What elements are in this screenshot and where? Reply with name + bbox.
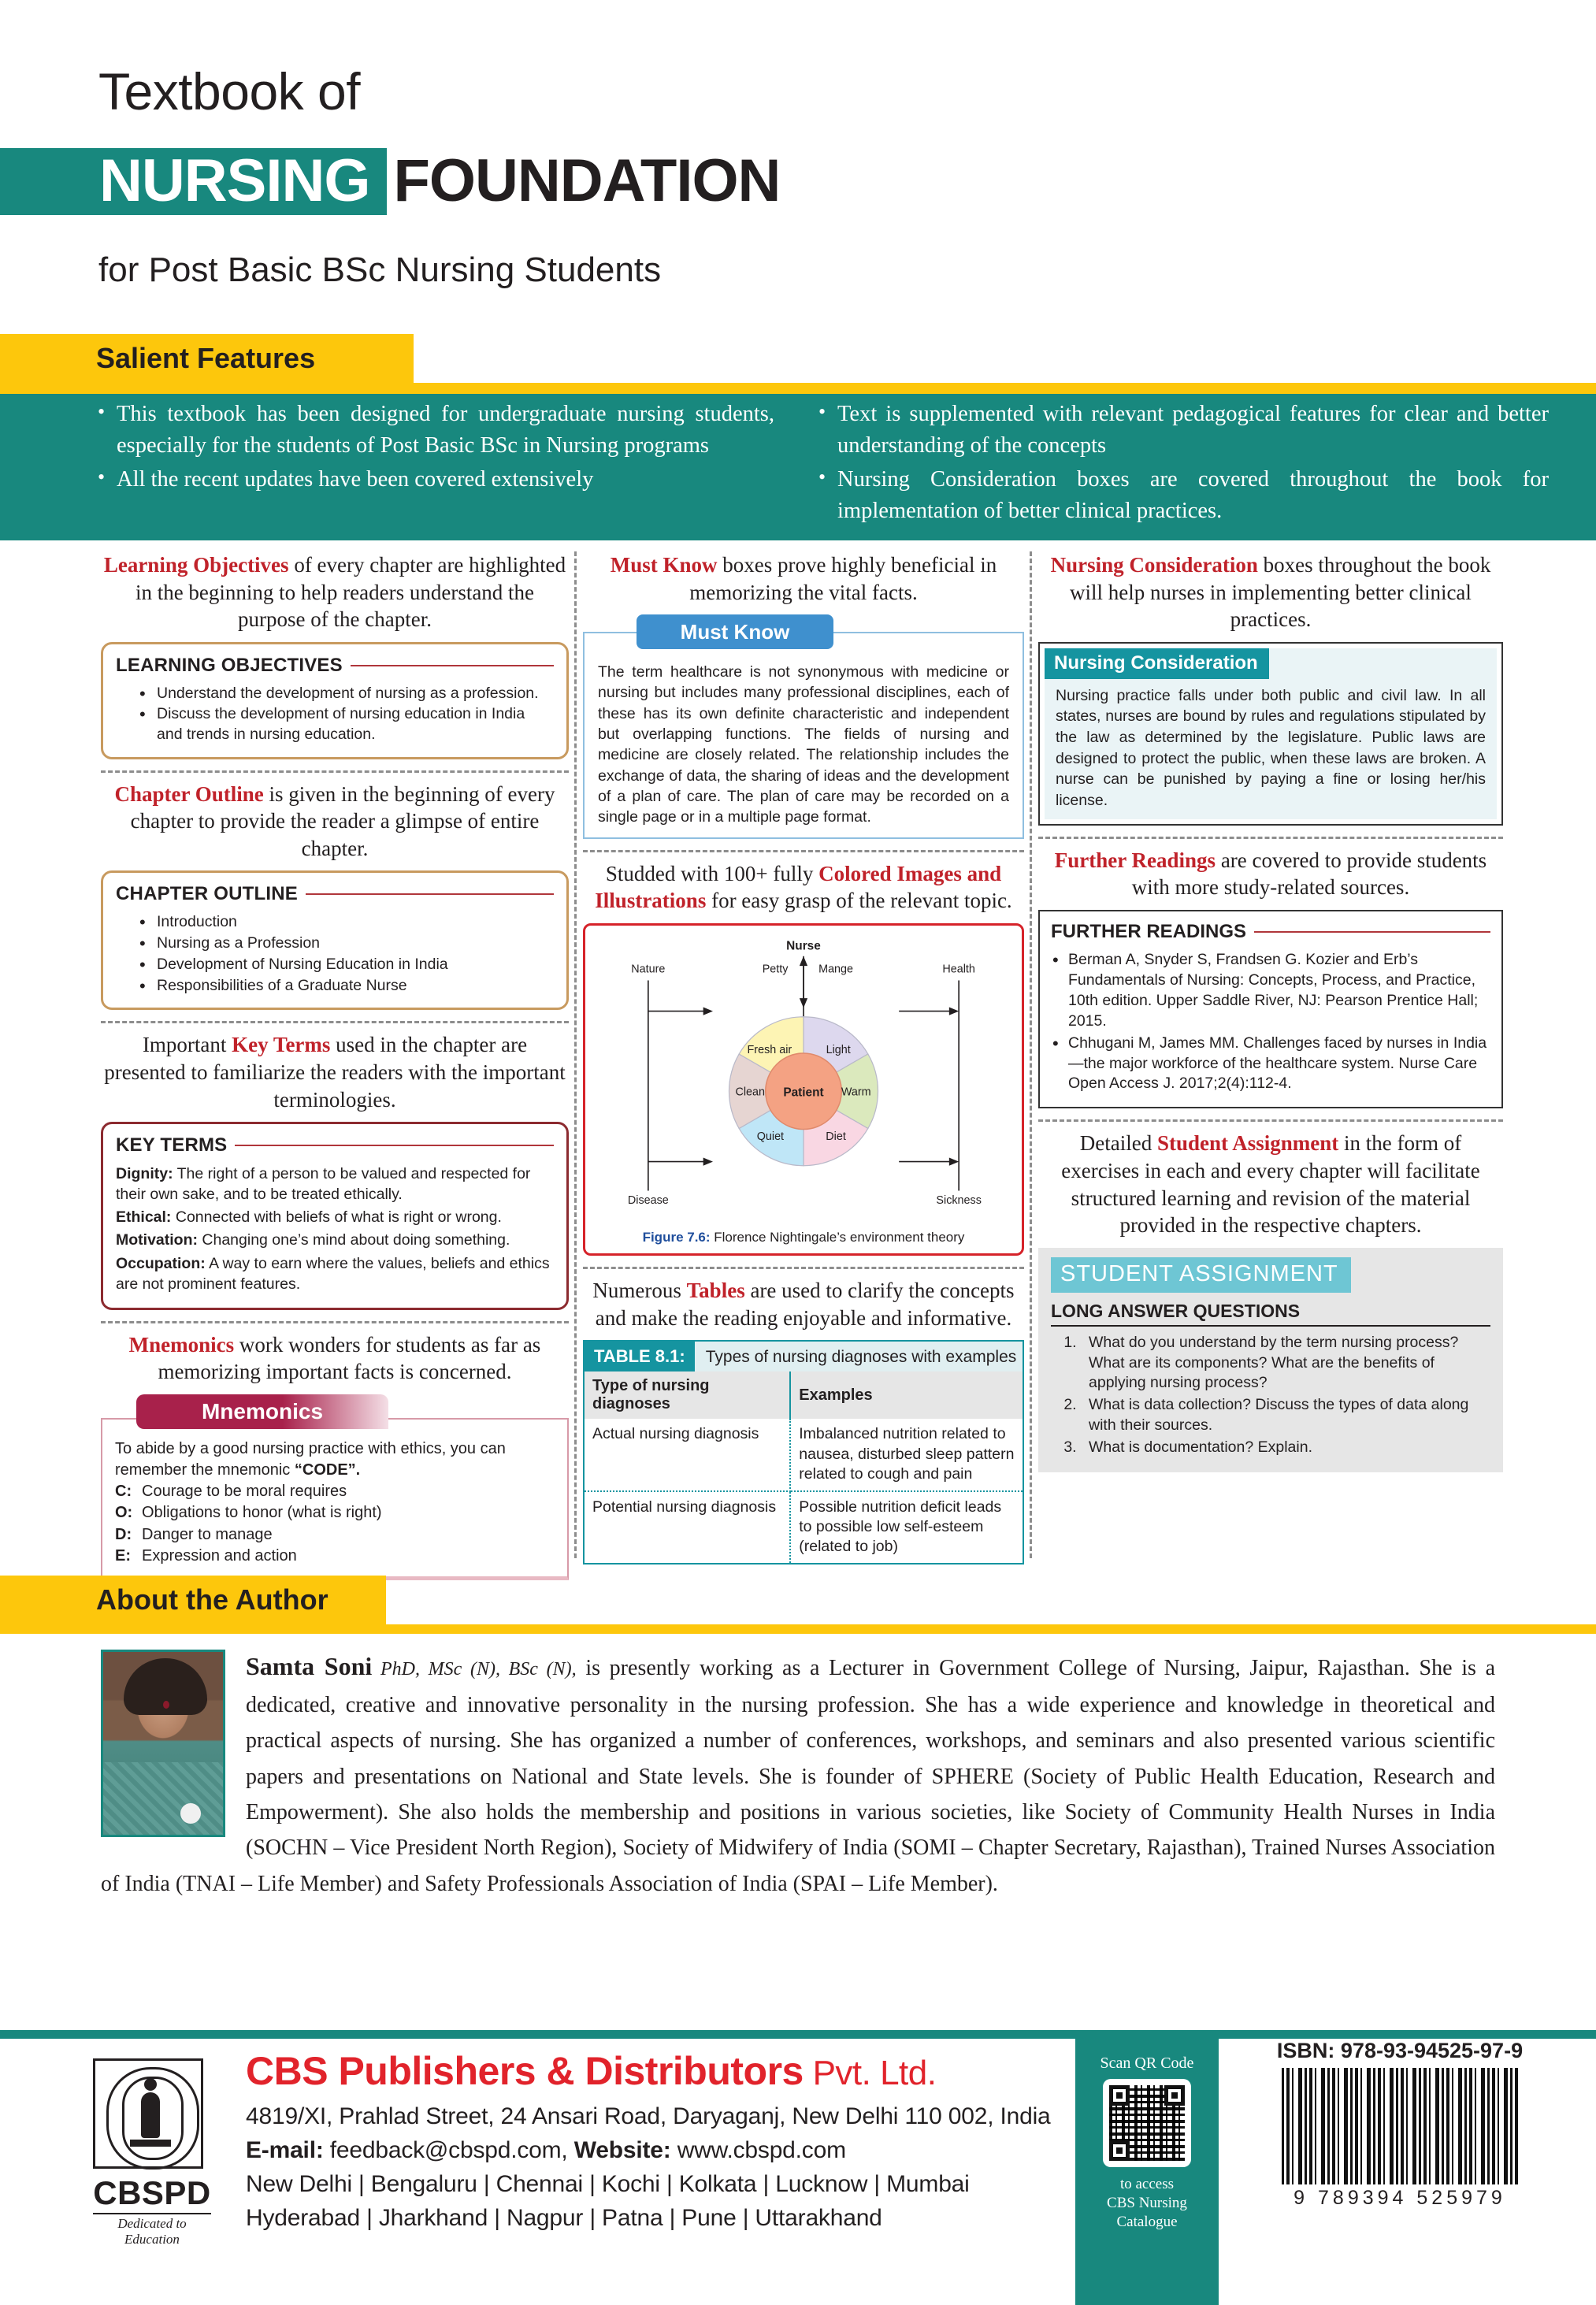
title-rule <box>351 665 554 666</box>
box-title-text: LEARNING OBJECTIVES <box>116 654 343 676</box>
table-cell: Possible nutrition deficit leads to possible low self-esteem (related to job) <box>799 1498 1002 1556</box>
logo-figure-icon <box>141 2092 160 2138</box>
author-bio <box>101 1646 1495 1902</box>
features-grid <box>0 551 1596 1566</box>
figure-number: Figure 7.6: <box>642 1230 711 1245</box>
diagram-label-patient: Patient <box>783 1086 824 1100</box>
feature-divider <box>101 770 569 773</box>
lead-pre: Important <box>142 1033 232 1057</box>
table-cell: Imbalanced nutrition related to nausea, disturbed sleep pattern related to cough and pain <box>790 1419 1023 1490</box>
key-terms-box-title <box>116 1134 554 1156</box>
features-column-1 <box>101 551 569 1580</box>
mnemonic-key: D: <box>115 1525 132 1543</box>
lead-pre: Numerous <box>592 1279 687 1303</box>
isbn-text: ISBN: 978-93-94525-97-9 <box>1276 2039 1524 2062</box>
mnemonics-intro <box>115 1438 555 1481</box>
lead-highlight: Must Know <box>610 553 718 577</box>
key-term-name: Motivation: <box>116 1231 198 1249</box>
lead-rest: are used to clarify the concepts and make the reading enjoyable and informative. <box>595 1279 1015 1330</box>
email-label: E-mail: <box>246 2137 324 2163</box>
mnemonic-item <box>115 1502 555 1524</box>
website-label: Website: <box>573 2137 671 2163</box>
table-cell: Actual nursing diagnosis <box>584 1419 790 1490</box>
mnemonics-lead <box>101 1331 569 1386</box>
barcode-icon <box>1282 2068 1518 2184</box>
list-item: 2. What is data collection? Discuss the types of data along with their sources. <box>1081 1395 1490 1436</box>
title-rest-word: FOUNDATION <box>393 147 781 214</box>
lead-highlight: Chapter Outline <box>114 781 264 806</box>
qr-finder-bottom-left <box>1109 2140 1130 2161</box>
lead-highlight: Mnemonics <box>128 1332 235 1357</box>
diagram-label-sickness: Sickness <box>936 1193 982 1207</box>
isbn-panel <box>1270 2039 1530 2210</box>
salient-features-heading: Salient Features <box>0 334 414 383</box>
key-term-definition: A way to earn where the values, beliefs and ethics are not prominent features. <box>116 1254 550 1293</box>
footer-spine-block <box>1075 2245 1219 2305</box>
barcode-digits: 9 789394 525979 <box>1294 2187 1506 2209</box>
email-value[interactable]: feedback@cbspd.com, <box>323 2137 574 2163</box>
table-title-row <box>584 1341 1023 1371</box>
list-item: • Understand the development of nursing as a profession. <box>138 684 554 704</box>
column-header: Type of nursing diagnoses <box>584 1371 790 1419</box>
list-item: • This textbook has been designed for undergraduate nursing students, especially for the students of Post Basic BSc in Nursing programs <box>93 399 774 462</box>
student-assignment-box <box>1038 1248 1503 1473</box>
author-photo <box>101 1650 225 1837</box>
nursing-consideration-lead <box>1038 551 1503 633</box>
table-row <box>584 1491 1023 1564</box>
must-know-box-body: The term healthcare is not synonymous with medicine or nursing but includes many professional disciplines, each of these has its own definite characteristic and independent but overlapping functions. The fields of nursing and medicine are closely related. The relationship includes the exchange of data, the sharing of ideas and the development of a plan of care. The plan of care may be recorded on a single page or in a multiple page format. <box>583 632 1024 839</box>
lead-highlight: Student Assignment <box>1156 1131 1339 1156</box>
figure-caption-text: Florence Nightingale’s environment theory <box>710 1230 965 1245</box>
lead-rest: in the form of exercises in each and every chapter will facilitate structured learning and revision of the material provided in the respective chapters. <box>1061 1131 1480 1238</box>
tables-lead <box>583 1277 1024 1331</box>
title-line-1: Textbook of <box>98 62 361 121</box>
about-author-heading: About the Author <box>0 1576 386 1624</box>
photo-bindi <box>163 1701 169 1709</box>
chapter-outline-box <box>101 870 569 1010</box>
student-assignment-lead <box>1038 1130 1503 1238</box>
feature-divider <box>101 1021 569 1023</box>
photo-sari <box>103 1762 223 1835</box>
title-block <box>0 0 1596 347</box>
lead-rest: boxes throughout the book will help nurses in implementing better clinical practices. <box>1070 553 1491 632</box>
logo-name: CBSPD <box>93 2174 211 2211</box>
author-name: Samta Soni <box>246 1652 373 1680</box>
list-item: 3. What is documentation? Explain. <box>1081 1438 1490 1458</box>
diagram-label-clean: Clean <box>735 1086 765 1099</box>
publisher-name-bold: CBS Publishers & Distributors <box>246 2049 804 2093</box>
publisher-logo <box>93 2058 211 2247</box>
key-term-entry <box>116 1230 554 1250</box>
mnemonics-intro-pre: To abide by a good nursing practice with ethics, you can remember the mnemonic <box>115 1439 506 1479</box>
mnemonic-key: C: <box>115 1483 132 1501</box>
diagram-label-quiet: Quiet <box>756 1130 785 1143</box>
key-term-name: Occupation: <box>116 1254 206 1272</box>
qr-subcaption-line-2: CBS Nursing Catalogue <box>1107 2194 1187 2230</box>
mnemonic-item <box>115 1524 555 1546</box>
figure-box <box>583 923 1024 1256</box>
key-term-entry <box>116 1207 554 1227</box>
further-readings-box-title <box>1051 921 1490 943</box>
list-item: • Development of Nursing Education in India <box>138 955 554 975</box>
lead-highlight: Tables <box>686 1279 745 1303</box>
mnemonic-key: O: <box>115 1504 133 1522</box>
must-know-lead <box>583 551 1024 606</box>
lead-highlight: Learning Objectives <box>103 553 289 577</box>
logo-tagline: Dedicated to Education <box>93 2213 211 2247</box>
publisher-name-suffix: Pvt. Ltd. <box>803 2054 937 2092</box>
lead-rest: used in the chapter are presented to familiarize the readers with the important terminologies. <box>104 1033 566 1112</box>
must-know-box <box>583 614 1024 839</box>
list-item: • Discuss the development of nursing education in India and trends in nursing education. <box>138 704 554 744</box>
lead-rest: for easy grasp of the relevant topic. <box>706 889 1012 913</box>
diagram-label-diet: Diet <box>826 1130 846 1143</box>
title-subtitle: for Post Basic BSc Nursing Students <box>98 251 662 289</box>
list-item: • All the recent updates have been covered extensively <box>93 464 774 496</box>
qr-grid <box>1109 2085 1185 2161</box>
table-row <box>584 1419 1023 1490</box>
about-author-yellow-bar <box>0 1624 1596 1634</box>
publisher-cities-line-2: Hyderabad | Jharkhand | Nagpur | Patna | Pune | Uttarakhand <box>246 2205 882 2231</box>
list-item: • Nursing as a Profession <box>138 934 554 954</box>
mnemonic-key: E: <box>115 1546 131 1565</box>
website-value[interactable]: www.cbspd.com <box>670 2137 846 2163</box>
mnemonics-code-word: “CODE”. <box>294 1461 361 1479</box>
salient-features-left-column <box>0 399 798 529</box>
diagram-label-disease: Disease <box>627 1193 669 1207</box>
box-title-text: KEY TERMS <box>116 1134 228 1156</box>
table-header-row <box>584 1371 1023 1419</box>
qr-code-icon[interactable] <box>1103 2079 1191 2167</box>
lead-highlight: Further Readings <box>1054 848 1216 872</box>
list-item: • Berman A, Snyder S, Frandsen G. Kozier and Erb’s Fundamentals of Nursing: Concepts, Process, and Practice, 10th edition. Upper Saddle River, NJ: Pearson Prentice Hall; 2015. <box>1051 950 1490 1032</box>
qr-finder-top-right <box>1164 2085 1185 2106</box>
colored-images-lead <box>583 860 1024 915</box>
qr-subcaption <box>1089 2175 1204 2231</box>
box-title-text: FURTHER READINGS <box>1051 920 1247 942</box>
key-term-name: Dignity: <box>116 1165 173 1183</box>
salient-features-yellow-bar <box>0 383 1596 394</box>
table-number-tag: TABLE 8.1: <box>585 1342 695 1371</box>
table-cell: Potential nursing diagnosis <box>584 1491 790 1564</box>
mnemonic-item <box>115 1546 555 1567</box>
author-bio-text: is presently working as a Lecturer in Government College of Nursing, Jaipur, Rajasthan. She is a dedicated, creative and innovative personality in the nursing profession. She has a wide experience and knowledge in theoretical and practical aspects of nursing. She has organized a number of conferences, workshops, and seminars and also presented various scientific papers and presentations on National and State levels. She is founder of SPHERE (Society of Public Health Education, Research and Empowerment). She also holds the membership and positions in various societies, like Society of Community Health Nurses in India (SOCHN – Vice President North Region), Society of Midwifery of India (SOMI – Chapter Secretary, Rajasthan), Trained Nurses Association of India (TNAI – Life Member) and Safety Professionals Association of India (SPAI – Life Member). <box>101 1656 1495 1896</box>
about-author-body <box>101 1646 1495 1902</box>
student-assignment-box-title: STUDENT ASSIGNMENT <box>1051 1257 1351 1293</box>
mnemonic-item <box>115 1481 555 1502</box>
publisher-info <box>246 2048 1065 2239</box>
title-rule <box>1254 931 1490 933</box>
photo-badge <box>180 1803 201 1824</box>
qr-finder-top-left <box>1109 2085 1130 2106</box>
features-column-3 <box>1038 551 1503 1472</box>
title-rule <box>306 893 554 895</box>
key-term-entry <box>116 1253 554 1294</box>
diagram-label-fresh-air: Fresh air <box>747 1043 792 1056</box>
list-item: • Nursing Consideration boxes are covered throughout the book for implementation of better clinical practices. <box>814 464 1549 528</box>
table-title-text: Types of nursing diagnoses with examples <box>705 1348 1017 1367</box>
author-degrees: PhD, MSc (N), BSc (N), <box>372 1659 577 1680</box>
column-header: Examples <box>790 1371 1023 1419</box>
mnemonics-box <box>101 1394 569 1580</box>
mnemonic-text: Courage to be moral requires <box>142 1483 347 1501</box>
mnemonic-text: Danger to manage <box>142 1525 273 1543</box>
cbspd-logo-icon <box>93 2058 203 2169</box>
lead-rest: of every chapter are highlighted in the beginning to help readers understand the purpose of the chapter. <box>135 553 566 632</box>
diagram-label-health: Health <box>942 962 975 975</box>
section-rule <box>1051 1325 1490 1327</box>
figure-caption <box>593 1230 1014 1245</box>
further-readings-box <box>1038 910 1503 1108</box>
title-main <box>0 148 780 215</box>
key-term-definition: The right of a person to be valued and respected for their own sake, and to be treated ethically. <box>116 1165 531 1204</box>
title-highlight-word: NURSING <box>0 148 387 215</box>
publisher-name <box>246 2048 1065 2094</box>
list-item: • Text is supplemented with relevant pedagogical features for clear and better understanding of the concepts <box>814 399 1549 462</box>
key-term-definition: Connected with beliefs of what is right or wrong. <box>171 1208 502 1227</box>
nursing-consideration-box-title: Nursing Consideration <box>1045 648 1269 679</box>
key-term-definition: Changing one’s mind about doing something. <box>197 1231 510 1249</box>
must-know-box-title: Must Know <box>637 614 833 649</box>
feature-divider <box>1038 837 1503 839</box>
lead-pre: Studded with 100+ fully <box>605 861 819 885</box>
salient-features-columns <box>0 399 1596 529</box>
lead-rest: work wonders for students as far as memorizing important facts is concerned. <box>158 1332 541 1384</box>
nursing-consideration-body: Nursing practice falls under both public and civil law. In all states, nurses are bound by rules and regulations stipulated by the law as determined by the legislature. Public laws are designed to protect the public, when these laws are broken. A nurse can be punished by paying a fine or losing her/his license. <box>1056 686 1486 810</box>
list-item: 1. What do you understand by the term nursing process? What are its components? What are the benefits of applying nursing process? <box>1081 1333 1490 1394</box>
learning-objectives-box <box>101 642 569 759</box>
diagram-label-nurse: Nurse <box>786 939 821 953</box>
qr-caption: Scan QR Code <box>1100 2054 1194 2072</box>
diagram-label-mange: Mange <box>818 962 854 975</box>
lead-rest: is given in the beginning of every chapter to provide the reader a glimpse of entire chapter. <box>130 781 555 860</box>
qr-code-panel <box>1089 2054 1204 2231</box>
logo-base-icon <box>130 2140 171 2147</box>
publisher-contact <box>246 2137 1065 2164</box>
table-title-bar <box>584 1341 1023 1371</box>
box-title-text: CHAPTER OUTLINE <box>116 883 298 905</box>
publisher-cities-line-1: New Delhi | Bengaluru | Chennai | Kochi | Kolkata | Lucknow | Mumbai <box>246 2171 970 2197</box>
mnemonic-text: Obligations to honor (what is right) <box>142 1504 382 1522</box>
diagram-label-nature: Nature <box>631 962 666 975</box>
feature-divider <box>583 1267 1024 1269</box>
mnemonics-box-body <box>101 1418 569 1580</box>
key-terms-lead <box>101 1031 569 1113</box>
list-item: • Responsibilities of a Graduate Nurse <box>138 976 554 997</box>
lead-highlight: Nursing Consideration <box>1050 553 1258 577</box>
mnemonic-text: Expression and action <box>142 1546 297 1565</box>
lead-pre: Detailed <box>1079 1131 1157 1156</box>
diagram-label-petty: Petty <box>762 962 789 975</box>
nursing-consideration-inner <box>1045 648 1497 819</box>
further-readings-lead <box>1038 847 1503 901</box>
lead-highlight: Colored Images and Illustrations <box>595 861 1002 913</box>
footer-teal-rule <box>0 2030 1596 2039</box>
lead-highlight: Key Terms <box>232 1033 331 1057</box>
learning-objectives-lead <box>101 551 569 633</box>
student-assignment-section-title: LONG ANSWER QUESTIONS <box>1051 1300 1301 1321</box>
chapter-outline-lead <box>101 781 569 863</box>
key-term-entry <box>116 1164 554 1204</box>
key-terms-box <box>101 1122 569 1310</box>
lead-rest: are covered to provide students with more study-related sources. <box>1131 848 1487 900</box>
features-column-2 <box>583 551 1024 1565</box>
nursing-consideration-box <box>1038 642 1503 826</box>
title-rule <box>235 1145 554 1146</box>
learning-objectives-box-title <box>116 655 554 677</box>
feature-divider <box>1038 1119 1503 1122</box>
lead-rest: boxes prove highly beneficial in memorizing the vital facts. <box>689 553 997 604</box>
nightingale-environment-diagram <box>593 934 1014 1225</box>
qr-subcaption-line-1: to access <box>1119 2176 1175 2192</box>
diagram-label-light: Light <box>826 1043 851 1056</box>
key-term-name: Ethical: <box>116 1208 172 1227</box>
feature-divider <box>101 1321 569 1323</box>
mnemonics-box-title: Mnemonics <box>136 1394 388 1429</box>
list-item: • Chhugani M, James MM. Challenges faced by nurses in India—the major workforce of the healthcare system. Nurse Care Open Access J. 2017;2(4):112-4. <box>1051 1034 1490 1095</box>
chapter-outline-box-title <box>116 883 554 905</box>
nursing-diagnoses-table <box>583 1340 1024 1564</box>
feature-divider <box>583 850 1024 852</box>
diagram-label-warm: Warm <box>841 1086 871 1099</box>
publisher-address: 4819/XI, Prahlad Street, 24 Ansari Road, Daryaganj, New Delhi 110 002, India <box>246 2103 1051 2129</box>
list-item: • Introduction <box>138 912 554 933</box>
salient-features-right-column <box>798 399 1596 529</box>
